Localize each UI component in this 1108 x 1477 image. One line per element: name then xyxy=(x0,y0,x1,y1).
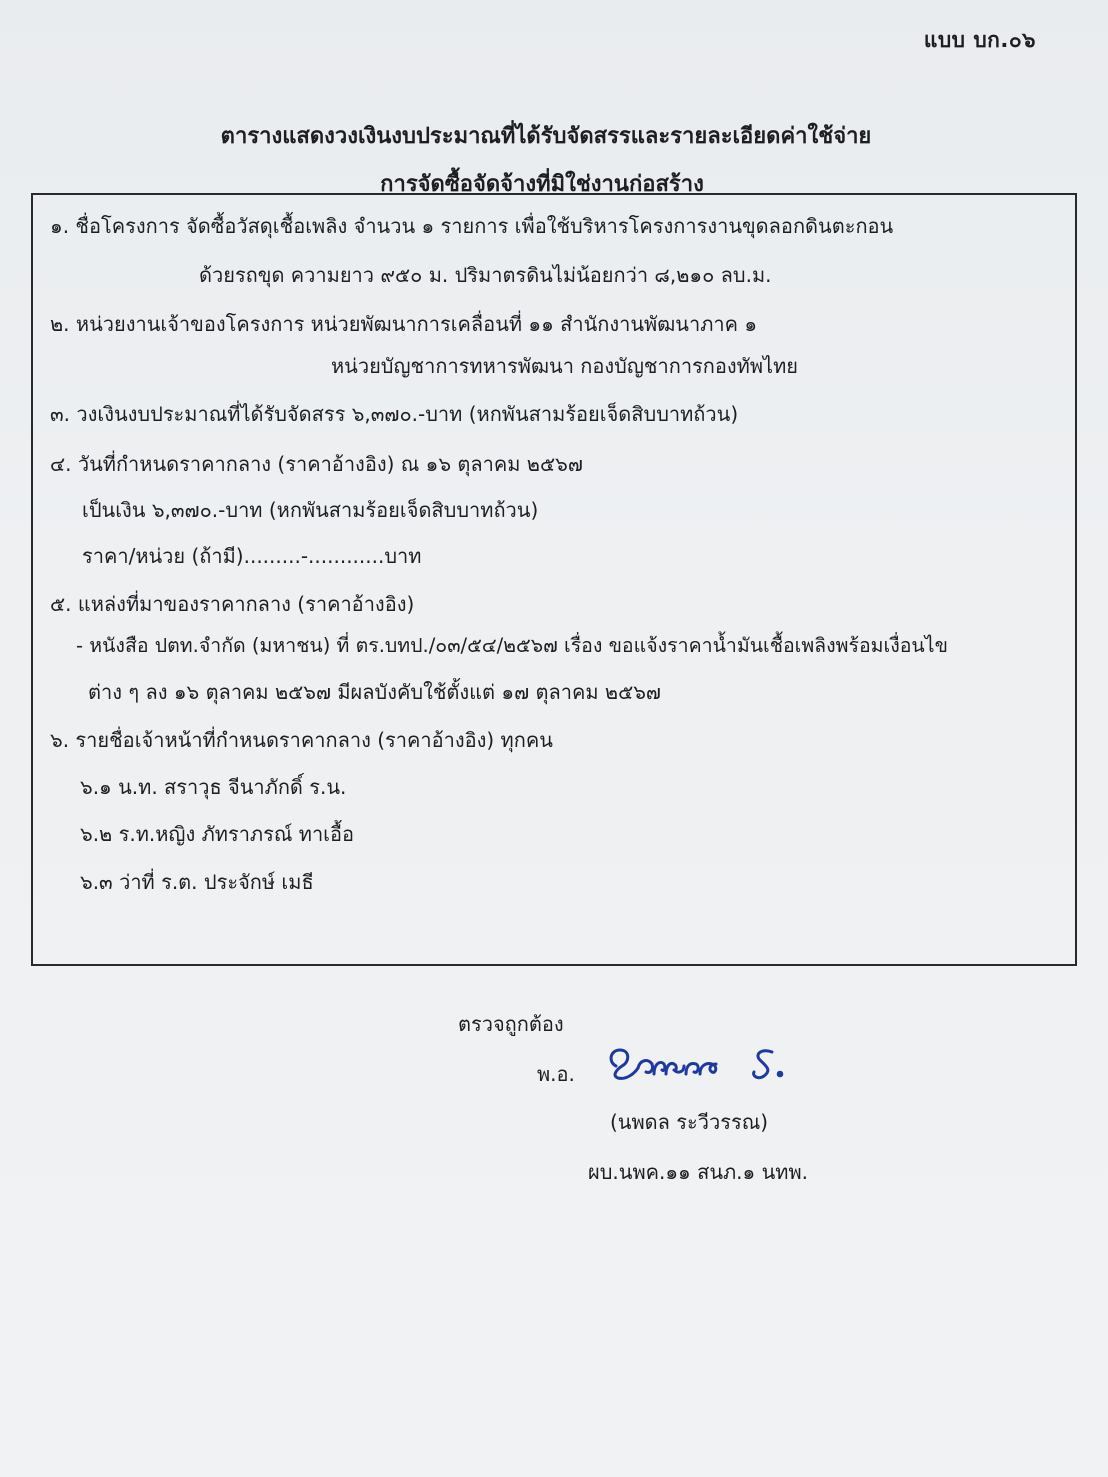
allocated-budget: ๓. วงเงินงบประมาณที่ได้รับจัดสรร ๖,๓๗๐.-บาท (หกพันสามร้อยเจ็ดสิบบาทถ้วน) xyxy=(50,402,739,426)
reference-price-date: ๔. วันที่กำหนดราคากลาง (ราคาอ้างอิง) ณ ๑๖ ตุลาคม ๒๕๖๗ xyxy=(50,452,583,476)
form-code: แบบ บก.๐๖ xyxy=(923,28,1036,52)
unit-price: ราคา/หน่วย (ถ้ามี).........-............บาท xyxy=(82,544,422,568)
document-title-line2: การจัดซื้อจัดจ้างที่มิใช่งานก่อสร้าง xyxy=(380,172,704,197)
project-name-continued: ด้วยรถขุด ความยาว ๙๕๐ ม. ปริมาตรดินไม่น้อยกว่า ๘,๒๑๐ ลบ.ม. xyxy=(199,263,772,287)
signer-rank: พ.อ. xyxy=(537,1062,575,1086)
officer-item: ๖.๒ ร.ท.หญิง ภัทราภรณ์ ทาเอื้อ xyxy=(80,822,355,846)
officer-item: ๖.๓ ว่าที่ ร.ต. ประจักษ์ เมธี xyxy=(80,870,314,894)
price-source-letter-continued: ต่าง ๆ ลง ๑๖ ตุลาคม ๒๕๖๗ มีผลบังคับใช้ตั้งแต่ ๑๗ ตุลาคม ๒๕๖๗ xyxy=(88,680,661,704)
officer-item: ๖.๑ น.ท. สราวุธ จีนาภักดิ์ ร.น. xyxy=(80,775,347,799)
owner-agency-continued: หน่วยบัญชาการทหารพัฒนา กองบัญชาการกองทัพไทย xyxy=(331,354,799,378)
handwritten-signature xyxy=(604,1040,794,1090)
owner-agency: ๒. หน่วยงานเจ้าของโครงการ หน่วยพัฒนาการเคลื่อนที่ ๑๑ สำนักงานพัฒนาภาค ๑ xyxy=(50,312,758,336)
price-source-heading: ๕. แหล่งที่มาของราคากลาง (ราคาอ้างอิง) xyxy=(50,592,415,616)
verified-label: ตรวจถูกต้อง xyxy=(458,1012,564,1036)
price-source-letter: - หนังสือ ปตท.จำกัด (มหาชน) ที่ ตร.บทป./๐๓/๕๔/๒๕๖๗ เรื่อง ขอแจ้งราคาน้ำมันเชื้อเพลิงพร้อมเงื่อนไข xyxy=(76,634,948,657)
reference-price-amount: เป็นเงิน ๖,๓๗๐.-บาท (หกพันสามร้อยเจ็ดสิบบาทถ้วน) xyxy=(82,498,539,522)
signer-position: ผบ.นพค.๑๑ สนภ.๑ นทพ. xyxy=(588,1160,808,1184)
document-title-line1: ตารางแสดงวงเงินงบประมาณที่ได้รับจัดสรรและรายละเอียดค่าใช้จ่าย xyxy=(220,124,872,149)
details-box xyxy=(31,193,1077,966)
project-name: ๑. ชื่อโครงการ จัดซื้อวัสดุเชื้อเพลิง จำนวน ๑ รายการ เพื่อใช้บริหารโครงการงานขุดลอกดินตะกอน xyxy=(50,214,894,238)
signer-name: (นพดล ระวีวรรณ) xyxy=(610,1110,769,1134)
officers-heading: ๖. รายชื่อเจ้าหน้าที่กำหนดราคากลาง (ราคาอ้างอิง) ทุกคน xyxy=(50,728,553,752)
